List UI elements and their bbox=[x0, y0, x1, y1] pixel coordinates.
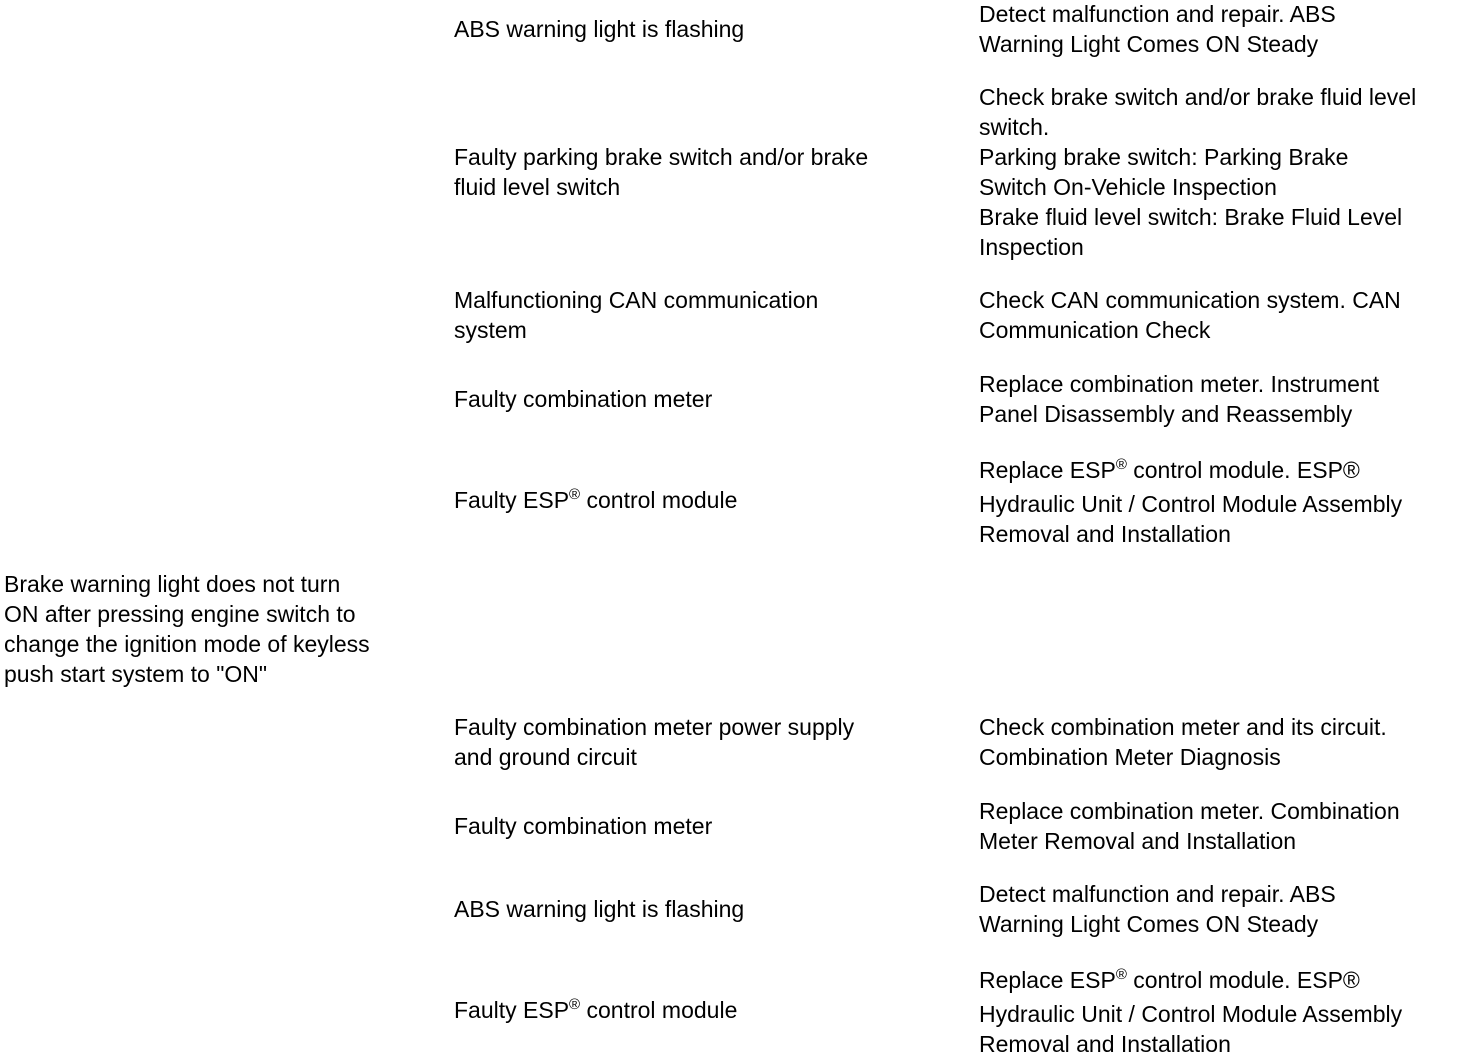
action-text: Replace combination meter. Instrument bbox=[979, 371, 1380, 397]
action-text: Check brake switch and/or brake fluid level bbox=[979, 84, 1417, 110]
cause-text: Malfunctioning CAN communication bbox=[454, 287, 819, 313]
cause-cell bbox=[454, 995, 924, 1029]
action-text: Parking brake switch: Parking Brake bbox=[979, 144, 1349, 170]
symptom-cell bbox=[4, 569, 424, 689]
action-text: Removal and Installation bbox=[979, 1031, 1231, 1057]
symptom-text: Brake warning light does not turn bbox=[4, 571, 341, 597]
cause-cell bbox=[454, 142, 924, 202]
action-text: Switch On-Vehicle Inspection bbox=[979, 174, 1277, 200]
action-cell bbox=[979, 0, 1469, 59]
cause-text: ABS warning light is flashing bbox=[454, 16, 745, 42]
action-text: Replace ESP® control module. ESP® bbox=[979, 966, 1360, 993]
action-text: Removal and Installation bbox=[979, 521, 1231, 547]
action-cell bbox=[979, 285, 1469, 345]
action-cell bbox=[979, 82, 1469, 262]
action-cell bbox=[979, 369, 1469, 429]
action-text: Inspection bbox=[979, 234, 1084, 260]
cause-cell bbox=[454, 894, 924, 924]
action-cell bbox=[979, 965, 1469, 1059]
cause-text: ABS warning light is flashing bbox=[454, 896, 745, 922]
action-text: Communication Check bbox=[979, 317, 1211, 343]
symptom-text: ON after pressing engine switch to bbox=[4, 601, 356, 627]
cause-cell bbox=[454, 811, 924, 841]
action-text: Hydraulic Unit / Control Module Assembly bbox=[979, 1001, 1403, 1027]
action-text: switch. bbox=[979, 114, 1050, 140]
cause-text: Faulty combination meter bbox=[454, 813, 713, 839]
cause-text: Faulty ESP® control module bbox=[454, 486, 738, 513]
cause-text: Faulty parking brake switch and/or brake bbox=[454, 144, 869, 170]
action-cell bbox=[979, 796, 1469, 856]
action-text: Check combination meter and its circuit. bbox=[979, 714, 1387, 740]
cause-cell bbox=[454, 285, 924, 345]
action-text: Warning Light Comes ON Steady bbox=[979, 911, 1319, 937]
cause-text: Faulty combination meter bbox=[454, 386, 713, 412]
cause-text: and ground circuit bbox=[454, 744, 637, 770]
action-text: Warning Light Comes ON Steady bbox=[979, 31, 1319, 57]
action-text: Replace combination meter. Combination bbox=[979, 798, 1400, 824]
action-text: Detect malfunction and repair. ABS bbox=[979, 881, 1336, 907]
cause-text: Faulty combination meter power supply bbox=[454, 714, 855, 740]
action-text: Panel Disassembly and Reassembly bbox=[979, 401, 1353, 427]
action-cell bbox=[979, 712, 1469, 772]
cause-text: system bbox=[454, 317, 527, 343]
symptom-text: change the ignition mode of keyless bbox=[4, 631, 370, 657]
cause-cell bbox=[454, 384, 924, 414]
action-cell bbox=[979, 879, 1469, 939]
cause-cell bbox=[454, 14, 924, 44]
action-text: Check CAN communication system. CAN bbox=[979, 287, 1401, 313]
action-text: Brake fluid level switch: Brake Fluid Level bbox=[979, 204, 1403, 230]
action-text: Replace ESP® control module. ESP® bbox=[979, 456, 1360, 483]
cause-cell bbox=[454, 485, 924, 519]
action-cell bbox=[979, 455, 1469, 549]
action-text: Detect malfunction and repair. ABS bbox=[979, 1, 1336, 27]
cause-text: Faulty ESP® control module bbox=[454, 996, 738, 1023]
symptom-text: push start system to "ON" bbox=[4, 661, 268, 687]
action-text: Hydraulic Unit / Control Module Assembly bbox=[979, 491, 1403, 517]
action-text: Combination Meter Diagnosis bbox=[979, 744, 1281, 770]
cause-cell bbox=[454, 712, 924, 772]
cause-text: fluid level switch bbox=[454, 174, 621, 200]
action-text: Meter Removal and Installation bbox=[979, 828, 1297, 854]
